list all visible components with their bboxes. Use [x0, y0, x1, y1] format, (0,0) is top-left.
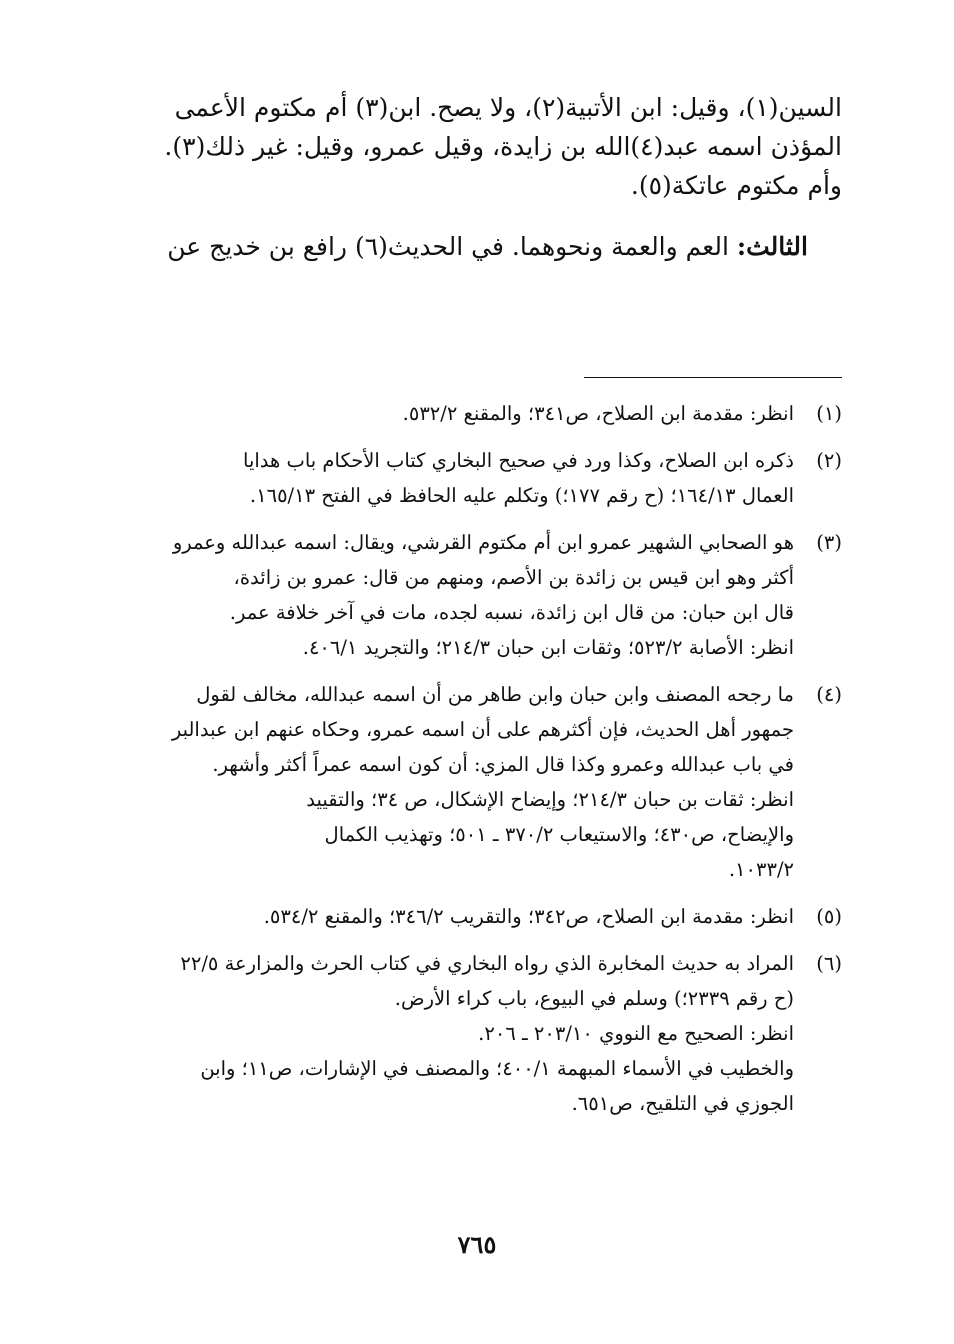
footnote-5: [106, 899, 842, 934]
paragraph-2: وأم مكتوم عاتكة(٥).: [630, 171, 842, 200]
footnote-4: [106, 677, 842, 887]
footnote-1: [106, 396, 842, 431]
footnote-line: ما رجحه المصنف وابن حبان وابن طاهر من أن اسمه عبدالله، مخالف لقول: [196, 683, 794, 706]
paragraph-1-line-1: السين(١)، وقيل: ابن الأتبية(٢)، ولا يصح. ابن(٣) أم مكتوم الأعمى: [174, 93, 842, 122]
footnote-line: المراد به حديث المخابرة الذي رواه البخاري في كتاب الحرث والمزارعة ٢٢/٥: [180, 952, 794, 975]
footnote-number: (٥): [816, 905, 842, 928]
main-text: [106, 88, 842, 266]
footnote-number: (٣): [816, 531, 842, 554]
footnote-number: (١): [816, 402, 842, 425]
footnote-number: (٦): [816, 952, 842, 975]
paragraph-3: [106, 227, 842, 266]
footnote-body: [106, 899, 794, 934]
footnote-3: [106, 525, 842, 665]
page-number: ٧٦٥: [457, 1230, 497, 1259]
paragraph-3-text: العم والعمة ونحوهما. في الحديث(٦) رافع بن خديج عن: [167, 232, 737, 261]
footnote-body: [106, 677, 794, 887]
footnote-line: والإيضاح، ص٤٣٠؛ والاستيعاب ٣٧٠/٢ ـ ٥٠١؛ وتهذيب الكمال: [324, 823, 794, 846]
footnote-6: [106, 946, 842, 1121]
footnote-line: انظر: مقدمة ابن الصلاح، ص٣٤١؛ والمقنع ٥٣٢/٢.: [402, 402, 794, 425]
footnote-line: الجوزي في التلقيح، ص٦٥١.: [571, 1092, 794, 1115]
paragraph-1: [106, 88, 842, 166]
paragraph-1-line-2: المؤذن اسمه عبد(٤)الله بن زايدة، وقيل عمرو، وقيل: غير ذلك(٣).: [164, 132, 842, 161]
footnote-number: (٢): [816, 449, 842, 472]
footnote-line: جمهور أهل الحديث، فإن أكثرهم على أن اسمه عمرو، وحكاه عنهم ابن عبدالبر: [171, 718, 794, 741]
footnote-line: (ح رقم ٢٣٣٩؛) وسلم في البيوع، باب كراء الأرض.: [394, 987, 794, 1010]
footnote-line: هو الصحابي الشهير عمرو ابن أم مكتوم القرشي، ويقال: اسمه عبدالله وعمرو: [172, 531, 794, 554]
footnote-2: [106, 443, 842, 513]
footnote-body: [106, 443, 794, 513]
footnote-separator: [584, 377, 842, 378]
footnote-line: انظر: الصحيح مع النووي ٢٠٣/١٠ ـ ٢٠٦.: [478, 1022, 794, 1045]
footnote-body: [106, 525, 794, 665]
footnote-line: انظر: الأصابة ٥٢٣/٢؛ وثقات ابن حبان ٢١٤/٣؛ والتجريد ٤٠٦/١.: [302, 636, 794, 659]
footnote-line: ١٠٣٣/٢.: [728, 858, 794, 881]
footnote-body: [106, 946, 794, 1121]
footnote-line: والخطيب في الأسماء المبهمة ٤٠٠/١؛ والمصنف في الإشارات، ص١١؛ وابن: [200, 1057, 794, 1080]
footnote-line: ذكره ابن الصلاح، وكذا ورد في صحيح البخاري كتاب الأحكام باب هدايا: [243, 449, 794, 472]
footnote-line: في باب عبدالله وعمرو وكذا قال المزي: أن كون اسمه عمراً أكثر وأشهر.: [212, 753, 794, 776]
footnote-line: انظر: ثقات بن حبان ٢١٤/٣؛ وإيضاح الإشكال، ص ٣٤؛ والتقييد: [306, 788, 794, 811]
footnotes: [106, 396, 842, 1133]
footnote-line: أكثر وهو ابن قيس بن زائدة بن الأصم، ومنهم من قال: عمرو بن زائدة،: [233, 566, 794, 589]
footnote-line: قال ابن حبان: من قال ابن زائدة، نسبه لجده، مات في آخر خلافة عمر.: [229, 601, 794, 624]
section-heading-third: الثالث:: [736, 232, 808, 261]
footnote-number: (٤): [816, 683, 842, 706]
footnote-line: العمال ١٦٤/١٣؛ (ح رقم ١٧٧؛) وتكلم عليه الحافظ في الفتح ١٦٥/١٣.: [249, 484, 794, 507]
footnote-line: انظر: مقدمة ابن الصلاح، ص٣٤٢؛ والتقريب ٣٤٦/٢؛ والمقنع ٥٣٤/٢.: [263, 905, 794, 928]
footnote-body: [106, 396, 794, 431]
